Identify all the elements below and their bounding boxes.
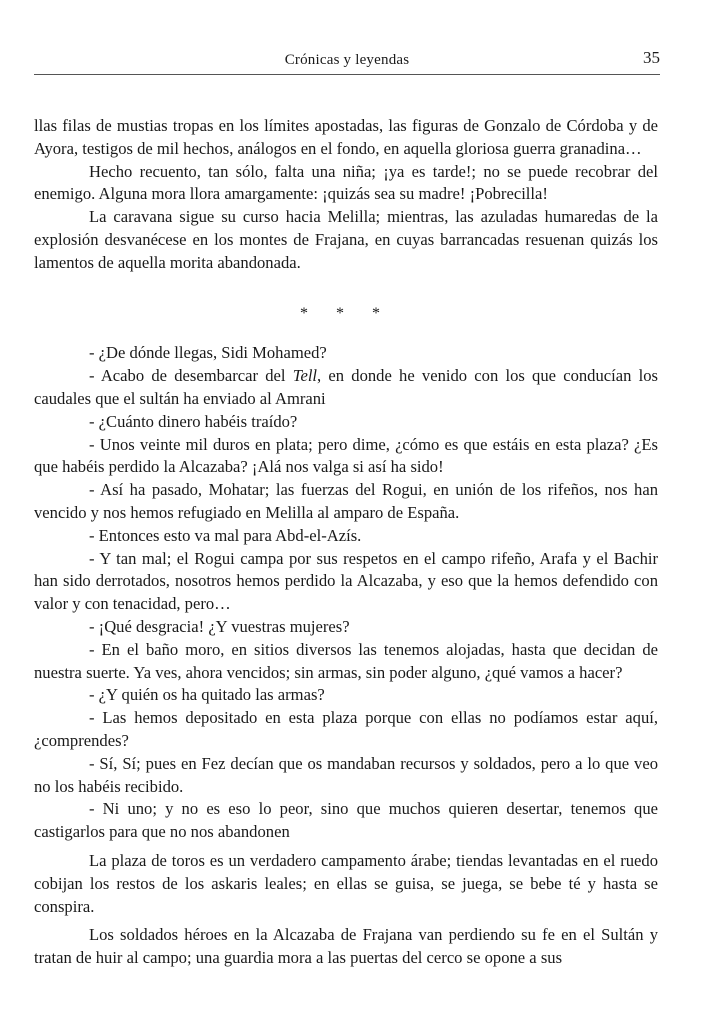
dialogue-line: - En el baño moro, en sitios diversos las tenemos alojadas, hasta que decidan de nuestra suerte. Ya ves, ahora vencidos; sin armas, sin poder alguno, ¿qué vamos a hacer? [34,639,658,682]
paragraph: La plaza de toros es un verdadero campamento árabe; tiendas levantadas en el ruedo cobijan los restos de los askaris leales; en ellas se guisa, se juega, se bebe té y hasta se conspira. [34,850,658,916]
dialogue-text: - Acabo de desembarcar del [89,366,293,386]
ship-name: Tell [292,366,318,386]
page-header [34,46,660,75]
section-separator: * * * [300,304,392,322]
dialogue-line: - ¿De dónde llegas, Sidi Mohamed? [89,343,327,363]
dialogue-line: - ¡Qué desgracia! ¿Y vuestras mujeres? [89,616,350,636]
running-title: Crónicas y leyendas [284,52,410,68]
page-number: 35 [643,48,660,67]
page-body [34,115,658,970]
dialogue-line: - Las hemos depositado en esta plaza porque con ellas no podíamos estar aquí, ¿comprendes? [34,708,658,750]
paragraph: Los soldados héroes en la Alcazaba de Frajana van perdiendo su fe en el Sultán y tratan de huir al campo; una guardia mora a las puertas del cerco se opone a sus [34,925,658,968]
dialogue-line: - ¿Cuánto dinero habéis traído? [89,411,298,431]
dialogue-line: - Sí, Sí; pues en Fez decían que os mandaban recursos y soldados, pero a lo que veo no los habéis recibido. [34,753,658,796]
dialogue-line: - Ni uno; y no es eso lo peor, sino que muchos quieren desertar, tenemos que castigarlos para que no nos abandonen [34,799,658,842]
dialogue-line: - ¿Y quién os ha quitado las armas? [89,685,325,705]
paragraph: Hecho recuento, tan sólo, falta una niña; ¡ya es tarde!; no se puede recobrar del enemigo. Alguna mora llora amargamente: ¡quizás sea su madre! ¡Pobrecilla! [34,161,658,204]
paragraph-continuation: llas filas de mustias tropas en los límites apostadas, las figuras de Gonzalo de Córdoba y de Ayora, testigos de mil hechos, análogos en el fondo, en aquella gloriosa guerra granadina… [34,116,658,158]
dialogue-line: - Unos veinte mil duros en plata; pero dime, ¿cómo es que estáis en esta plaza? ¿Es que habéis perdido la Alcazaba? ¡Alá nos valga si así ha sido! [34,434,658,477]
dialogue-line: - Así ha pasado, Mohatar; las fuerzas del Rogui, en unión de los rifeños, nos han vencido y nos hemos refugiado en Melilla al amparo de España. [34,480,658,522]
dialogue-line: - Entonces esto va mal para Abd-el-Azís. [89,525,362,545]
dialogue-text: , en donde he venido con los que conducían los caudales que el sultán ha enviado al Amrani [34,366,658,408]
paragraph: La caravana sigue su curso hacia Melilla; mientras, las azuladas humaredas de la explosión desvanécese en los montes de Frajana, en cuyas barrancadas resuenan quizás los lamentos de aquella morita abandonada. [34,207,658,272]
dialogue-line [34,365,658,411]
dialogue-line: - Y tan mal; el Rogui campa por sus respetos en el campo rifeño, Arafa y el Bachir han sido derrotados, nosotros hemos perdido la Alcazaba, y eso que la hemos defendido con valor y con tenacidad, pero… [34,548,658,614]
